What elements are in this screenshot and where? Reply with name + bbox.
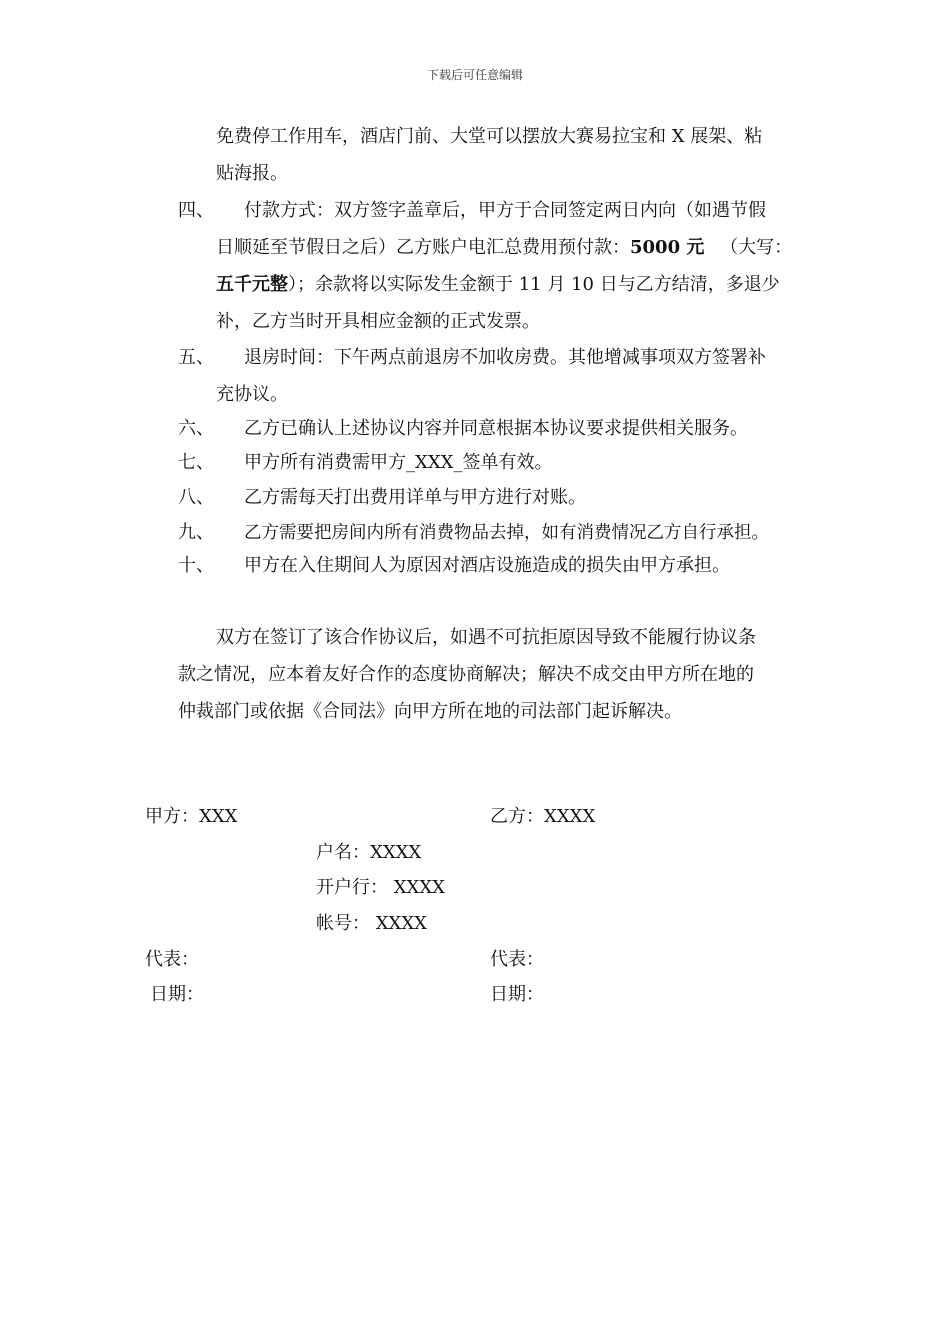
closing-line-1: 双方在签订了该合作协议后，如遇不可抗拒原因导致不能履行协议条 <box>216 627 756 648</box>
clause-number-10: 十、 <box>178 555 214 576</box>
clause-7-text: 甲方所有消费需甲方_XXX_签单有效。 <box>244 452 553 473</box>
page-header: 下载后可任意编辑 <box>426 68 523 82</box>
prepayment-amount-capital: 五千元整 <box>216 274 288 295</box>
party-a-representative: 代表： <box>145 949 199 970</box>
clause-4-line-4: 补，乙方当时开具相应金额的正式发票。 <box>216 311 540 332</box>
clause-number-7: 七、 <box>178 452 214 473</box>
clause-number-9: 九、 <box>178 522 214 543</box>
party-b-date: 日期： <box>490 984 544 1005</box>
clause-number-5: 五、 <box>178 347 214 368</box>
clause-4-line-3-text: ）；余款将以实际发生金额于 11 月 10 日与乙方结清，多退少 <box>288 274 780 295</box>
clause-6-text: 乙方已确认上述协议内容并同意根据本协议要求提供相关服务。 <box>244 418 748 439</box>
continued-line-2: 贴海报。 <box>216 163 288 184</box>
clause-10-text: 甲方在入住期间人为原因对酒店设施造成的损失由甲方承担。 <box>244 555 730 576</box>
party-b-label: 乙方：XXXX <box>490 806 596 827</box>
bank-name: 开户行： XXXX <box>316 877 445 898</box>
clause-4-line-2 <box>216 236 792 260</box>
account-name: 户名：XXXX <box>316 842 422 863</box>
party-a-date: 日期： <box>150 984 204 1005</box>
clause-4-capital-label: （大写： <box>720 237 793 258</box>
closing-line-2: 款之情况，应本着友好合作的态度协商解决；解决不成交由甲方所在地的 <box>178 664 754 685</box>
clause-4-line-2-text: 日顺延至节假日之后）乙方账户电汇总费用预付款： <box>216 237 630 258</box>
account-number: 帐号： XXXX <box>316 913 427 934</box>
clause-4-line-1: 付款方式：双方签字盖章后，甲方于合同签定两日内向（如遇节假 <box>244 200 766 221</box>
continued-line-1: 免费停工作用车，酒店门前、大堂可以摆放大赛易拉宝和 X 展架、粘 <box>216 126 763 147</box>
clause-8-text: 乙方需每天打出费用详单与甲方进行对账。 <box>244 487 586 508</box>
clause-4-line-3 <box>216 273 780 297</box>
party-a-label: 甲方：XXX <box>145 806 238 827</box>
clause-number-6: 六、 <box>178 418 214 439</box>
clause-number-4: 四、 <box>178 200 214 221</box>
clause-5-text: 退房时间：下午两点前退房不加收房费。其他增减事项双方签署补 <box>244 347 766 368</box>
party-b-representative: 代表： <box>490 949 544 970</box>
prepayment-amount: 5000 元 <box>630 237 705 258</box>
closing-line-3: 仲裁部门或依据《合同法》向甲方所在地的司法部门起诉解决。 <box>178 701 682 722</box>
clause-number-8: 八、 <box>178 487 214 508</box>
clause-9-text: 乙方需要把房间内所有消费物品去掉，如有消费情况乙方自行承担。 <box>244 523 769 543</box>
clause-5-cont: 充协议。 <box>216 384 288 405</box>
